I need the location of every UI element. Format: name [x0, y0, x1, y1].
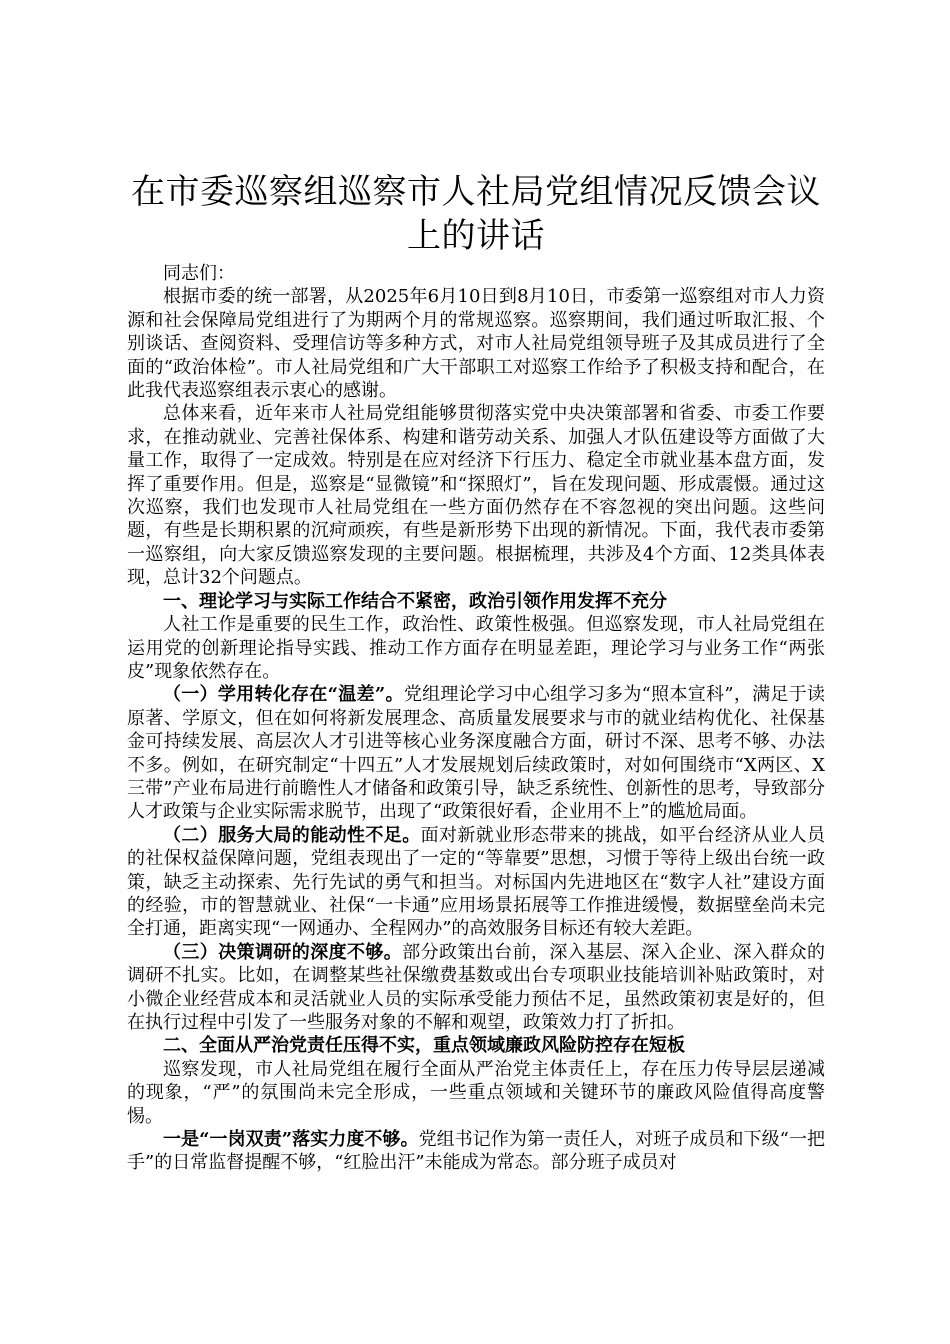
section-heading-1: 一、理论学习与实际工作结合不紧密，政治引领作用发挥不充分 [163, 590, 667, 612]
point-1-lead: 一是“一岗双责”落实力度不够。 [163, 1129, 419, 1151]
paragraph-section-2-intro: 巡察发现，市人社局党组在履行全面从严治党主体责任上，存在压力传导层层递减的现象，“严”的氛围尚未完全形成，一些重点领域和关键环节的廉政风险值得高度警惕。 [127, 1058, 825, 1127]
point-1-text: 党组书记作为第一责任人，对班子成员和下级“一把手”的日常监督提醒不够，“红脸出汗”未能成为常态。部分班子成员对 [127, 1129, 825, 1174]
document-title: 在市委巡察组巡察市人社局党组情况反馈会议上的讲话 [131, 172, 821, 256]
paragraph-subsection-2 [127, 824, 825, 941]
paragraph-intro: 根据市委的统一部署，从2025年6月10日到8月10日，市委第一巡察组对市人力资源和社会保障局党组进行了为期两个月的常规巡察。巡察期间，我们通过听取汇报、个别谈话、查阅资料、受理信访等多种方式，对市人社局党组领导班子及其成员进行了全面的“政治体检”。市人社局党组和广大干部职工对巡察工作给予了积极支持和配合，在此我代表巡察组表示衷心的感谢。 [127, 286, 825, 402]
document-page [127, 170, 825, 1175]
subsection-2-text: 面对新就业形态带来的挑战，如平台经济从业人员的社保权益保障问题，党组表现出了一定的“等靠要”思想，习惯于等待上级出台统一政策，缺乏主动探索、先行先试的勇气和担当。对标国内先进地区在“数字人社”建设方面的经验，市的智慧就业、社保“一卡通”应用场景拓展等工作推进缓慢，数据壁垒尚未完全打通，距离实现“一网通办、全程网办”的高效服务目标还有较大差距。 [127, 824, 826, 940]
paragraph-subsection-3 [127, 941, 825, 1035]
section-heading-2: 二、全面从严治党责任压得不实，重点领域廉政风险防控存在短板 [163, 1035, 685, 1057]
subsection-1-text: 党组理论学习中心组学习多为“照本宣科”，满足于读原著、学原文，但在如何将新发展理念、高质量发展要求与市的就业结构优化、社保基金可持续发展、高层次人才引进等核心业务深度融合方面，研讨不深、思考不够、办法不多。例如，在研究制定“十四五”人才发展规划后续政策时，对如何围绕市“X两区、X三带”产业布局进行前瞻性人才储备和政策引导，缺乏系统性、创新性的思考，导致部分人才政策与企业实际需求脱节，出现了“政策很好看，企业用不上”的尴尬局面。 [127, 684, 825, 823]
document-body [127, 262, 825, 1175]
salutation: 同志们： [163, 263, 235, 284]
paragraph-point-1 [127, 1128, 825, 1175]
paragraph-subsection-1 [127, 683, 825, 823]
subsection-2-lead: （二）服务大局的能动性不足。 [163, 824, 421, 846]
subsection-3-lead: （三）决策调研的深度不够。 [163, 941, 403, 963]
paragraph-section-1-intro: 人社工作是重要的民生工作，政治性、政策性极强。但巡察发现，市人社局党组在运用党的创新理论指导实践、推动工作方面存在明显差距，理论学习与业务工作“两张皮”现象依然存在。 [127, 614, 825, 682]
paragraph-overview: 总体来看，近年来市人社局党组能够贯彻落实党中央决策部署和省委、市委工作要求，在推动就业、完善社保体系、构建和谐劳动关系、加强人才队伍建设等方面做了大量工作，取得了一定成效。特别是在应对经济下行压力、稳定全市就业基本盘方面，发挥了重要作用。但是，巡察是“显微镜”和“探照灯”，旨在发现问题、形成震慑。通过这次巡察，我们也发现市人社局党组在一些方面仍然存在不容忽视的突出问题。这些问题，有些是长期积累的沉疴顽疾，有些是新形势下出现的新情况。下面，我代表市委第一巡察组，向大家反馈巡察发现的主要问题。根据梳理，共涉及4个方面、12类具体表现，总计32个问题点。 [127, 403, 825, 589]
subsection-1-lead: （一）学用转化存在“温差”。 [163, 684, 404, 706]
subsection-3-text: 部分政策出台前，深入基层、深入企业、深入群众的调研不扎实。比如，在调整某些社保缴费基数或出台专项职业技能培训补贴政策时，对小微企业经营成本和灵活就业人员的实际承受能力预估不足，虽然政策初衷是好的，但在执行过程中引发了一些服务对象的不解和观望，政策效力打了折扣。 [127, 941, 826, 1033]
